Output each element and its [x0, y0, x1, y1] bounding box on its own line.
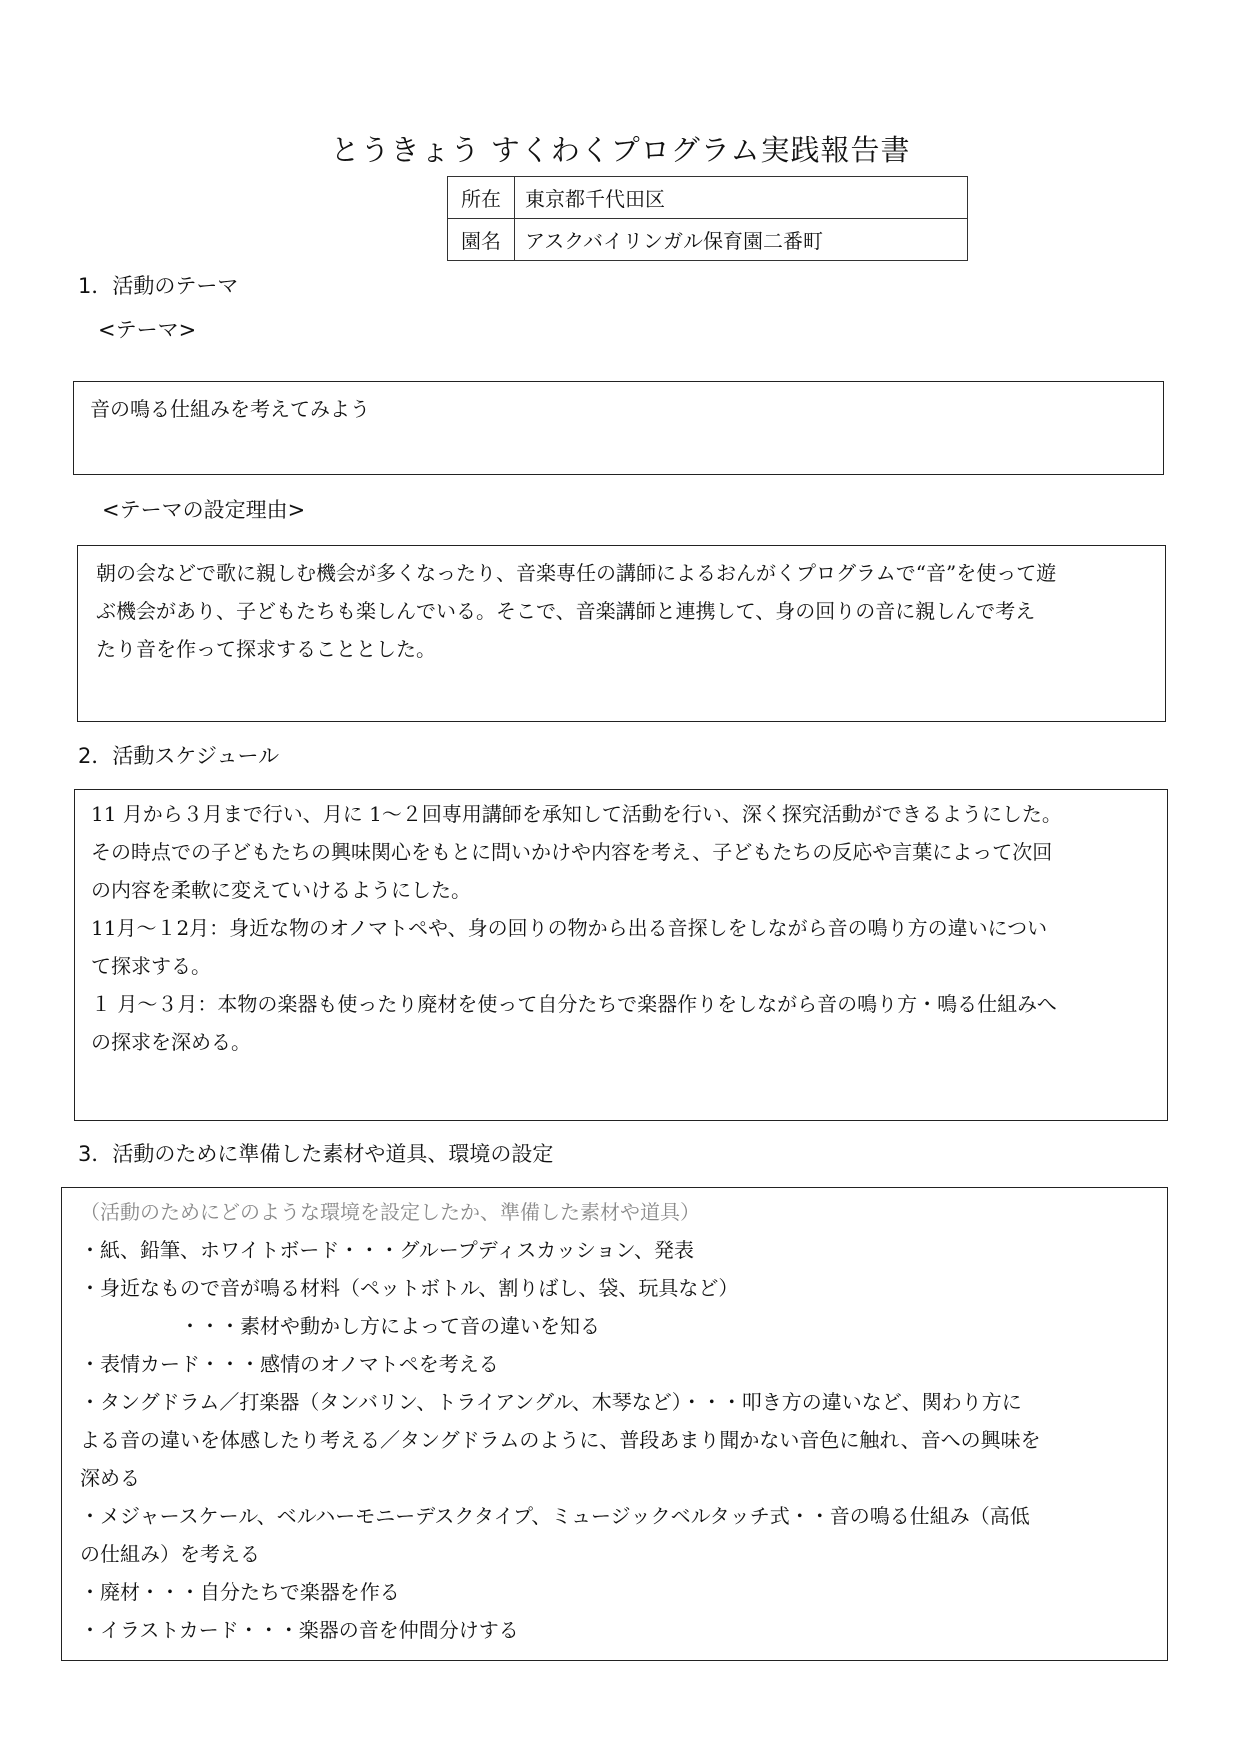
schedule-line: １ 月〜３月：本物の楽器も使ったり廃材を使って自分たちで楽器作りをしながら音の鳴り方・鳴る仕組みへ — [91, 992, 1057, 1016]
materials-line: ・タングドラム／打楽器（タンバリン、トライアングル、木琴など）・・・叩き方の違いなど、関わり方に — [80, 1390, 1022, 1414]
materials-line: ・表情カード・・・感情のオノマトペを考える — [80, 1352, 499, 1376]
materials-line: ・・・素材や動かし方によって音の違いを知る — [80, 1314, 600, 1338]
section2-heading: 2．活動スケジュール — [78, 744, 280, 768]
location-row — [448, 177, 968, 219]
reason-line: ぶ機会があり、子どもたちも楽しんでいる。そこで、音楽講師と連携して、身の回りの音に親しんで考え — [96, 599, 1036, 623]
theme-label: <テーマ> — [98, 318, 197, 342]
document-title: とうきょう すくわくプログラム実践報告書 — [330, 133, 911, 167]
schedule-line: て探求する。 — [91, 954, 211, 978]
schedule-line: その時点での子どもたちの興味関心をもとに問いかけや内容を考え、子どもたちの反応や言葉によって次回 — [91, 840, 1053, 864]
facility-name-value: アスクバイリンガル保育園二番町 — [515, 219, 968, 261]
reason-line: 朝の会などで歌に親しむ機会が多くなったり、音楽専任の講師によるおんがくプログラムで“音”を使って遊 — [96, 561, 1057, 585]
materials-line: ・イラストカード・・・楽器の音を仲間分けする — [80, 1618, 519, 1642]
schedule-line: の内容を柔軟に変えていけるようにした。 — [91, 878, 471, 902]
location-label: 所在 — [448, 177, 515, 219]
materials-line: ・廃材・・・自分たちで楽器を作る — [80, 1580, 400, 1604]
materials-line: の仕組み）を考える — [80, 1542, 260, 1566]
facility-info-table — [447, 176, 968, 261]
section1-heading: 1．活動のテーマ — [78, 274, 239, 298]
schedule-line: の探求を深める。 — [91, 1030, 251, 1054]
materials-line: ・紙、鉛筆、ホワイトボード・・・グループディスカッション、発表 — [80, 1238, 694, 1262]
materials-text — [80, 1193, 1167, 1649]
materials-line: よる音の違いを体感したり考える／タングドラムのように、普段あまり聞かない音色に触れ、音への興味を — [80, 1428, 1041, 1452]
theme-text: 音の鳴る仕組みを考えてみよう — [90, 397, 370, 421]
materials-hint: （活動のためにどのような環境を設定したか、準備した素材や道具） — [80, 1200, 700, 1224]
theme-reason-text — [96, 554, 1165, 668]
schedule-line: 11月〜１2月：身近な物のオノマトペや、身の回りの物から出る音探しをしながら音の鳴り方の違いについ — [91, 916, 1048, 940]
theme-box — [73, 381, 1164, 475]
schedule-line: 11 月から３月まで行い、月に 1〜２回専用講師を承知して活動を行い、深く探究活動ができるようにした。 — [91, 802, 1062, 826]
location-value: 東京都千代田区 — [515, 177, 968, 219]
materials-line: 深める — [80, 1466, 140, 1490]
schedule-box — [74, 789, 1168, 1121]
theme-reason-box — [77, 545, 1166, 722]
reason-line: たり音を作って探求することとした。 — [96, 637, 436, 661]
materials-line: ・身近なもので音が鳴る材料（ペットボトル、割りばし、袋、玩具など） — [80, 1276, 739, 1300]
facility-name-row — [448, 219, 968, 261]
materials-line: ・メジャースケール、ベルハーモニーデスクタイプ、ミュージックベルタッチ式・・音の鳴る仕組み（高低 — [80, 1504, 1030, 1528]
materials-box — [61, 1187, 1168, 1661]
section3-heading: 3．活動のために準備した素材や道具、環境の設定 — [78, 1142, 554, 1166]
theme-reason-label: <テーマの設定理由> — [102, 498, 306, 522]
schedule-text — [91, 795, 1167, 1061]
facility-name-label: 園名 — [448, 219, 515, 261]
